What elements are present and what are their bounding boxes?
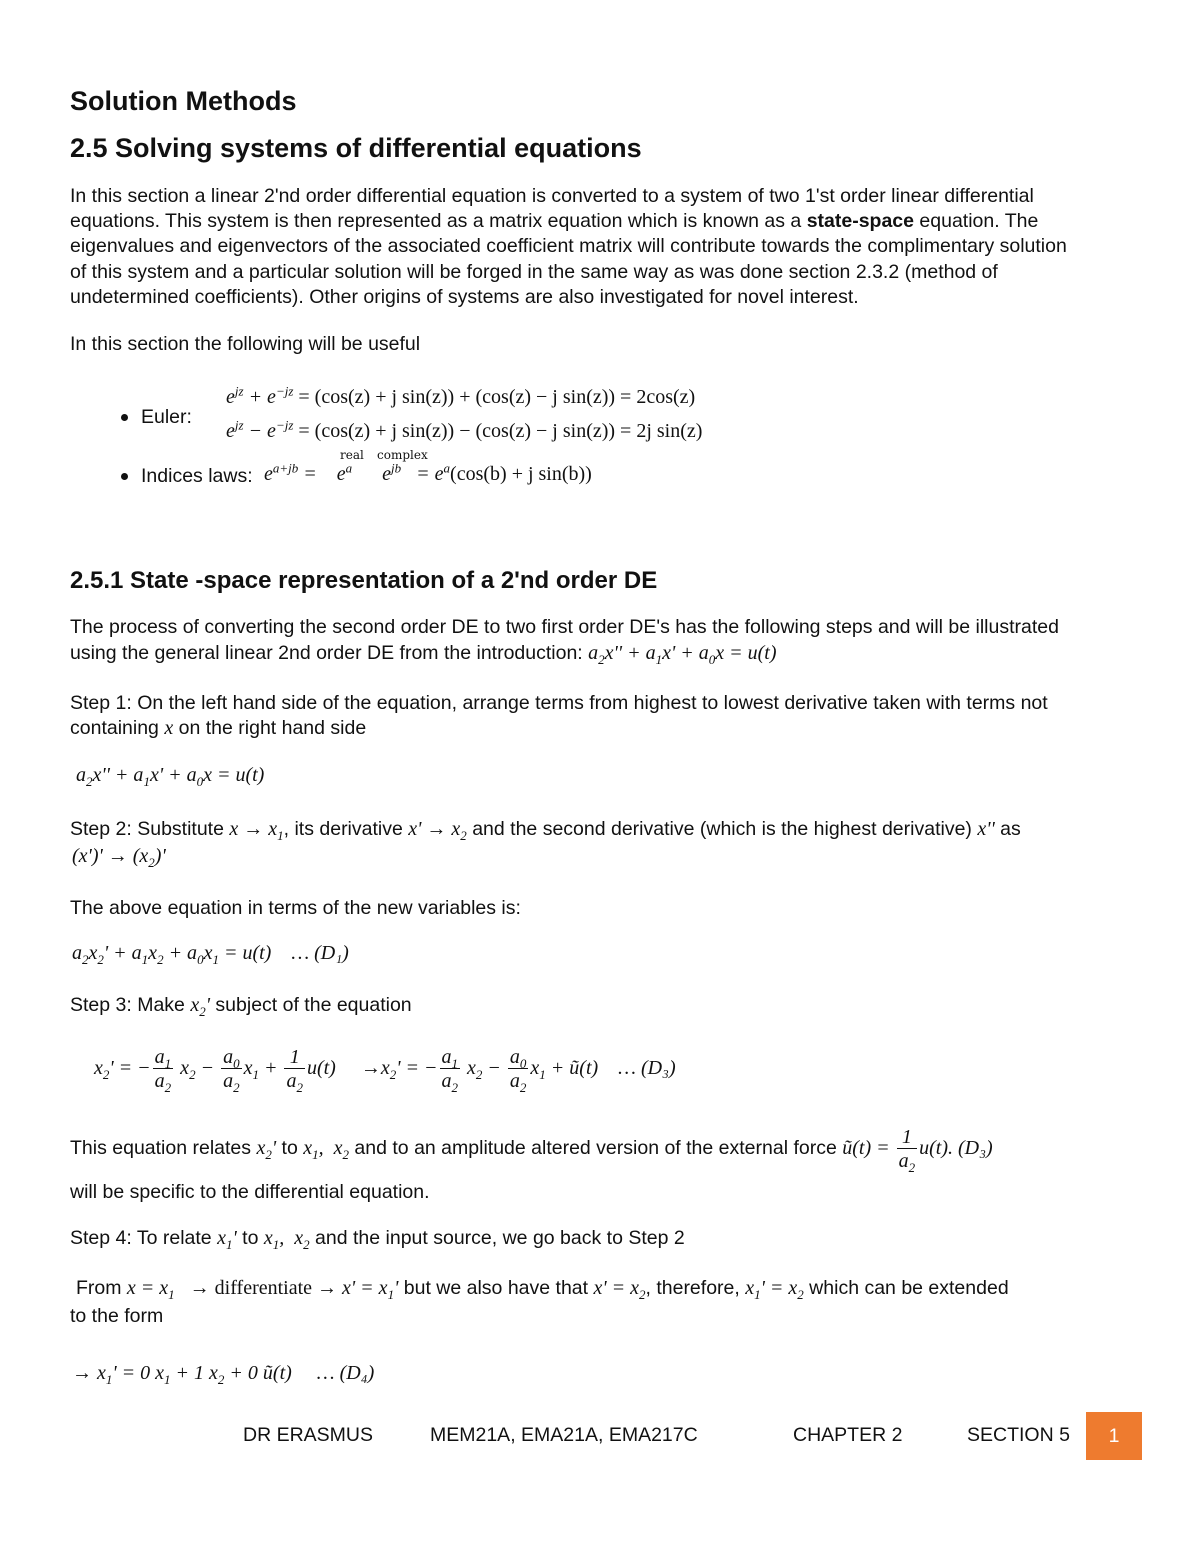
real-label: real — [340, 448, 364, 462]
step1-equation: $a_2x'' + a_1x' + a_0x = u(t)$ — [76, 764, 265, 789]
page-number-badge: 1 — [1086, 1412, 1142, 1460]
footer-chapter: CHAPTER 2 — [793, 1424, 903, 1446]
euler-equation-2: $e^{jz} - e^{-jz} = (\cos(z) + j$ sin(z)) − (cos(z) − j sin(z)) = 2j sin(z) — [226, 417, 703, 442]
process-line-1: The process of converting the second order DE to two first order DE's has the following steps and will be illustrated — [70, 616, 1059, 638]
relates-line-1: This equation relates $x_2'$ to $x_1$, $x_2$ and to an amplitude altered version of the external force ũ(t) = $\frac{1}{a_2}$ u(t). (D₃) — [70, 1126, 993, 1175]
footer-section: SECTION 5 — [967, 1424, 1070, 1446]
intro-line-4: of this system and a particular solution will be forged in the same way as was done section 2.3.2 (method of — [70, 261, 998, 283]
step1-line-1: Step 1: On the left hand side of the equation, arrange terms from highest to lowest derivative taken with terms not — [70, 692, 1048, 714]
useful-line: In this section the following will be useful — [70, 333, 421, 355]
section-heading: 2.5 Solving systems of differential equations — [70, 133, 642, 163]
from-line-2: to the form — [70, 1305, 164, 1327]
intro-line-1: In this section a linear 2'nd order differential equation is converted to a system of two 1'st order linear differential — [70, 185, 1034, 207]
intro-line-5: undetermined coefficients). Other origins of systems are also investigated for novel interest. — [70, 286, 859, 308]
subsection-heading: 2.5.1 State -space representation of a 2'nd order DE — [70, 567, 658, 594]
euler-label: Euler: — [141, 406, 192, 428]
equation-d3: $x_2'$ = − $\frac{a_1}{a_2}$ $x_2$ − $\frac{a_0}{a_2}$ $x_1$ + $\frac{1}{a_2}$ u(t) $\to x_2'$ = − $\frac{a_1}{a_2}$ $x_2$ − $\frac{a_0}{a_2}$ $x_1$ + ũ(t) … (D₃) — [94, 1046, 676, 1095]
intro-line-2: equations. This system is then represented as a matrix equation which is known as a state-space equation. The — [70, 210, 1039, 232]
document-title: Solution Methods — [70, 86, 297, 116]
euler-equation-1: $e^{jz} + e^{-jz} = (\cos(z) + j$ sin(z)) + (cos(z) − j sin(z)) = 2cos(z) — [226, 383, 696, 408]
bullet-euler — [121, 414, 128, 421]
complex-label: complex — [377, 448, 428, 462]
step2-line-2: $(x')' \to (x_2)'$ — [72, 845, 166, 870]
step4-line: Step 4: To relate $x_1'$ to $x_1$, $x_2$ and the input source, we go back to Step 2 — [70, 1227, 685, 1252]
step3-line: Step 3: Make $x_2'$ subject of the equation — [70, 994, 412, 1019]
footer-author: DR ERASMUS — [243, 1424, 374, 1446]
state-space-term: state-space — [806, 210, 914, 232]
footer-courses: MEM21A, EMA21A, EMA217C — [430, 1424, 698, 1446]
intro-line-3: eigenvalues and eigenvectors of the associated coefficient matrix will contribute towards the complimentary solution — [70, 235, 1067, 257]
indices-equation: $e^{a+jb}$ = $e^a$ $e^{jb} = e^a(\cos(b) + j$ sin(b)) — [264, 460, 592, 485]
step1-line-2: containing x on the right hand side — [70, 717, 367, 739]
bullet-indices — [121, 473, 128, 480]
relates-line-2: will be specific to the differential equation. — [70, 1181, 430, 1203]
step2-line-1: Step 2: Substitute $x \to x_1$, its derivative $x' \to x_2$ and the second derivative (which is the highest derivative) x'' as — [70, 818, 1021, 843]
equation-d1: $a_2x_2' + a_1x_2 + a_0x_1 = u(t)$ … (D₁) — [72, 942, 349, 967]
indices-label: Indices laws: — [141, 465, 253, 487]
process-line-2: using the general linear 2nd order DE from the introduction: $a_2x'' + a_1x' + a_0x = u(t)$ — [70, 642, 777, 667]
from-line-1: From $x = x_1$ → differentiate → $x' = x_1'$ but we also have that $x' = x_2$, therefore, $x_1' = x_2$ which can be extended — [76, 1277, 1009, 1302]
equation-d4: → $x_1' = 0$ $x_1 + 1$ $x_2 + 0$ ũ(t) … (D₄) — [72, 1362, 375, 1387]
new-vars-line: The above equation in terms of the new variables is: — [70, 897, 521, 919]
